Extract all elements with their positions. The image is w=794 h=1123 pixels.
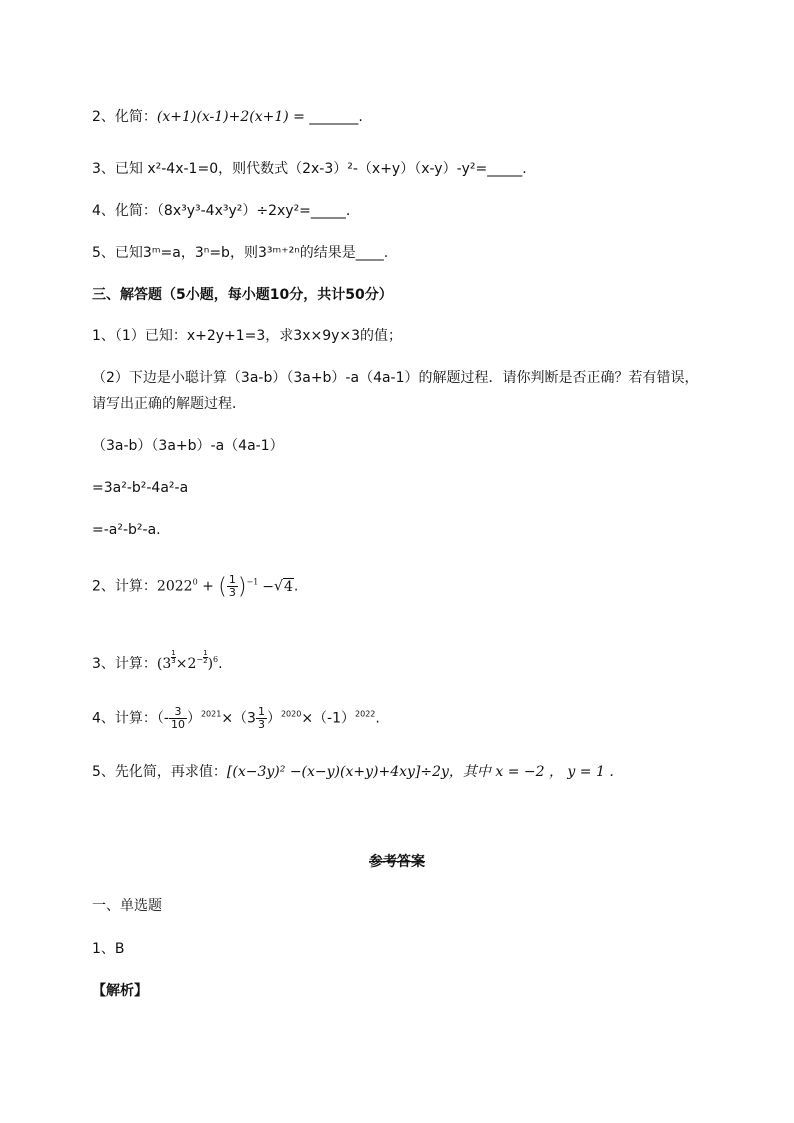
answers-section-1: 一、单选题 bbox=[92, 898, 162, 914]
problem-2-exponent-zero: 0 bbox=[192, 577, 198, 587]
problem-2-sqrt: 4 bbox=[283, 578, 293, 595]
question-2-prefix: 2、化简： bbox=[92, 109, 157, 125]
problem-2-fraction: $\frac{1}{3}$ bbox=[228, 573, 236, 599]
problem-5 bbox=[92, 763, 614, 781]
problem-4-power-3: 2022 bbox=[355, 709, 376, 719]
problem-1-step-3: =-a²-b²-a. bbox=[92, 522, 161, 538]
problem-3-power: 6 bbox=[213, 655, 219, 664]
problem-1-step-1: （3a-b）（3a+b）-a（4a-1） bbox=[92, 438, 284, 454]
problem-4-power-1: 2021 bbox=[200, 709, 222, 719]
problem-2: 2、计算：$2022^0$ + ( $\frac{1}{3}$ )$^{-1}$ −√4. bbox=[92, 573, 299, 600]
question-2-blank: _______. bbox=[304, 109, 363, 125]
problem-2-prefix: 2、计算： bbox=[92, 578, 157, 595]
problem-4-fraction-1: $\frac{3}{10}$ bbox=[170, 705, 185, 731]
problem-5-condition: ，其中 x = −2 ， y = 1 . bbox=[448, 764, 614, 780]
section-3-title: 三、解答题（5小题，每小题10分，共计50分） bbox=[92, 287, 393, 303]
problem-3-exponent-a: $\frac{1}{3}$ bbox=[171, 649, 176, 665]
question-5: 5、已知3ᵐ=a，3ⁿ=b，则3³ᵐ⁺²ⁿ的结果是____. bbox=[92, 245, 389, 261]
problem-2-exponent-neg: −1 bbox=[246, 577, 259, 587]
problem-1-step-2: =3a²-b²-4a²-a bbox=[92, 480, 189, 496]
analysis-label: 【解析】 bbox=[92, 983, 148, 999]
problem-4-prefix: 4、计算：（- bbox=[92, 710, 169, 727]
answer-1: 1、B bbox=[92, 941, 125, 957]
problem-5-expression: [(x−3y)² −(x−y)(x+y)+4xy]÷2y bbox=[226, 764, 449, 780]
question-2-expression: (x+1)(x-1)+2(x+1) = bbox=[156, 109, 305, 125]
problem-4-fraction-2: $\frac{1}{3}$ bbox=[257, 705, 265, 731]
problem-3-prefix: 3、计算： bbox=[92, 656, 157, 672]
problem-1-part-2-line-1: （2）下边是小聪计算（3a-b）（3a+b）-a（4a-1）的解题过程．请你判断是否正确？若有错误， bbox=[92, 370, 699, 386]
question-2 bbox=[92, 108, 363, 126]
problem-3-exponent-b: $\frac{1}{2}$ bbox=[203, 649, 208, 665]
question-3: 3、已知 x²-4x-1=0，则代数式（2x-3）²-（x+y）（x-y）-y²=_____. bbox=[92, 161, 527, 177]
question-4: 4、化简：（8x³y³-4x³y²）÷2xy²=_____. bbox=[92, 203, 351, 219]
problem-5-prefix: 5、先化简，再求值： bbox=[92, 764, 227, 780]
problem-4-power-2: 2020 bbox=[280, 709, 302, 719]
problem-1-part-1: 1、（1）已知：x+2y+1=3，求3x×9y×3的值； bbox=[92, 328, 403, 344]
problem-1-part-2-line-2: 请写出正确的解题过程． bbox=[92, 396, 246, 412]
problem-3: 3、计算：(3 $\frac{1}{3}$ ×2− $\frac{1}{2}$ )$^6$. bbox=[92, 649, 223, 672]
answers-title: 参考答案 bbox=[369, 854, 425, 870]
problem-2-base: 2022 bbox=[156, 578, 193, 595]
problem-4: 4、计算：（- $\frac{3}{10}$ ）$^{2021}$×（3 $\frac{1}{3}$ ）$^{2020}\times(-1)^{2022}$. bbox=[92, 705, 380, 731]
